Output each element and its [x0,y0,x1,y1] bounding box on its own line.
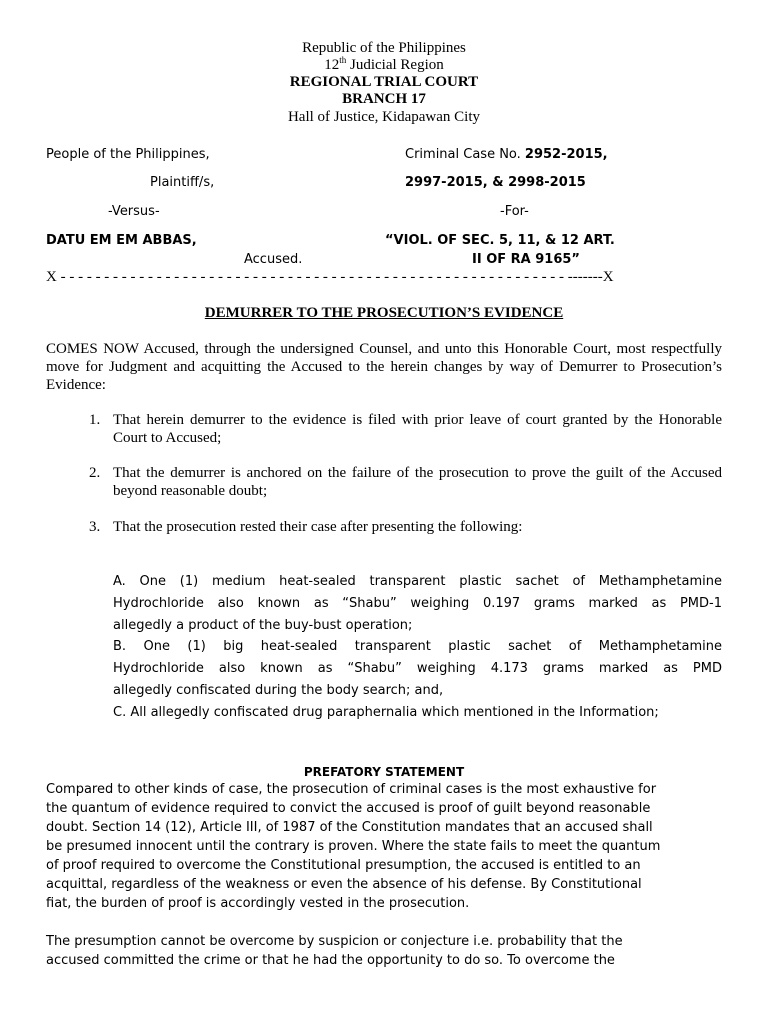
caption-case-number [405,147,608,162]
region-label: Judicial Region [346,57,444,73]
prefatory-p1-line: fiat, the burden of proof is accordingly vested in the prosecution. [46,896,470,911]
document-title-text: DEMURRER TO THE PROSECUTION’S EVIDENCE [204,305,564,321]
prefatory-p1-line: acquittal, regardless of the weakness or even the absence of his defense. By Constitutional [46,877,642,892]
prefatory-p1-line: doubt. Section 14 (12), Article III, of 1987 of the Constitution mandates that an accused shall [46,820,653,835]
evidence-b-line3: allegedly confiscated during the body search; and, [113,683,444,698]
region-suffix: th [339,55,347,65]
prefatory-p1-line: the quantum of evidence required to convict the accused is proof of guilt beyond reasonable [46,801,651,816]
caption-party-plaintiff: People of the Philippines, [46,147,210,162]
caption-divider: X - - - - - - - - - - - - - - - - - - - - - - - - - - - - - - - - - - - - - - - - - - - - - - - - - - - - - - - - - - -------X [46,269,614,285]
case-number-label: Criminal Case No. [405,147,525,162]
evidence-b-line1: B. One (1) big heat-sealed transparent plastic sachet of Methamphetamine [113,639,722,654]
header-country: Republic of the Philippines [302,40,466,56]
caption-versus: -Versus- [108,204,160,219]
numbered-item-1-num: 1. [89,412,101,428]
header-judicial-region [0,57,768,74]
numbered-item-1-text: That herein demurrer to the evidence is filed with prior leave of court granted by the Honorable Court to Accused; [113,412,722,446]
caption-offense-line1: “VIOL. OF SEC. 5, 11, & 12 ART. [385,233,615,248]
caption-plaintiff-role: Plaintiff/s, [150,175,215,190]
caption-case-numbers-cont: 2997-2015, & 2998-2015 [405,175,586,190]
prefatory-p1-line: be presumed innocent until the contrary is proven. Where the state fails to meet the quantum [46,839,661,854]
case-number-1: 2952-2015, [524,147,608,162]
prefatory-paragraph-2 [46,932,623,970]
prefatory-p2-line: The presumption cannot be overcome by suspicion or conjecture i.e. probability that the [46,934,623,949]
numbered-item-3-text: That the prosecution rested their case after presenting the following: [113,519,523,535]
document-title [0,305,768,322]
header-court-name: REGIONAL TRIAL COURT [289,74,479,90]
caption-party-accused: DATU EM EM ABBAS, [46,233,197,248]
numbered-item-2-num: 2. [89,465,101,481]
region-number: 12 [324,57,340,73]
caption-for: -For- [500,204,529,219]
evidence-c-line1: C. All allegedly confiscated drug paraphernalia which mentioned in the Information; [113,705,659,720]
prefatory-paragraph-1 [46,780,660,913]
prefatory-p2-line: accused committed the crime or that he had the opportunity to do so. To overcome the [46,953,615,968]
numbered-item-3-num: 3. [89,519,101,535]
prefatory-p1-line: of proof required to overcome the Constitutional presumption, the accused is entitled to an [46,858,641,873]
caption-accused-role: Accused. [244,252,303,267]
prefatory-p1-line: Compared to other kinds of case, the prosecution of criminal cases is the most exhaustive for [46,782,657,797]
evidence-a-line3: allegedly a product of the buy-bust operation; [113,618,413,633]
numbered-item-2-text: That the demurrer is anchored on the failure of the prosecution to prove the guilt of the Accused beyond reasonable doubt; [113,465,722,499]
header-branch: BRANCH 17 [342,91,426,107]
evidence-b-line2: Hydrochloride also known as “Shabu” weighing 4.173 grams marked as PMD [113,661,722,676]
intro-paragraph: COMES NOW Accused, through the undersigned Counsel, and unto this Honorable Court, most respectfully move for Judgment and acquitting the Accused to the herein changes by way of Demurrer to Prosecution’s Evidence: [46,341,722,393]
caption-offense-line2: II OF RA 9165” [472,252,580,267]
prefatory-heading: PREFATORY STATEMENT [303,765,465,779]
header-hall-of-justice: Hall of Justice, Kidapawan City [287,109,481,125]
evidence-a-line1: A. One (1) medium heat-sealed transparent plastic sachet of Methamphetamine [113,574,722,589]
evidence-a-line2: Hydrochloride also known as “Shabu” weighing 0.197 grams marked as PMD-1 [113,596,722,611]
